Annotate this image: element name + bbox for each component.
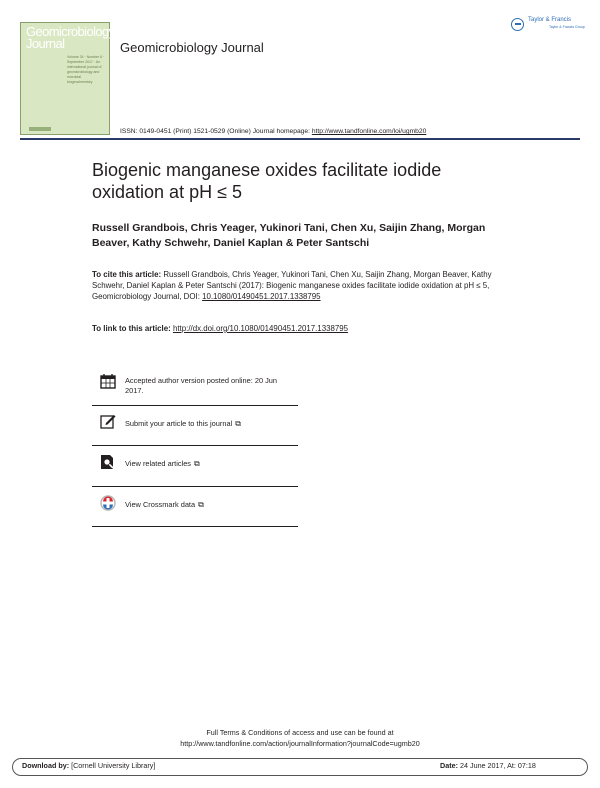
related-articles-row[interactable] (92, 453, 298, 475)
search-document-icon (100, 454, 116, 470)
cite-text: Russell Grandbois, Chris Yeager, Yukinori Tani, Chen Xu, Saijin Zhang, Morgan Beaver, Kathy Schwehr, Daniel Kaplan & Peter Santschi (2017): Biogenic manganese oxides facilitate iodide oxidation at pH ≤ 5, Geomicrobiology Journal, DOI: (92, 270, 492, 302)
cover-small-text: Volume 34 · Number 6 · September 2017 · An international journal of geomicrobiology and microbial biogeochemistry (67, 55, 105, 84)
journal-name: Geomicrobiology Journal (120, 40, 264, 55)
issn-line (120, 128, 426, 135)
submit-article-row[interactable] (92, 413, 298, 435)
edit-icon (100, 413, 116, 429)
journal-homepage-link[interactable]: http://www.tandfonline.com/loi/ugmb20 (311, 128, 427, 135)
divider (92, 445, 298, 446)
article-authors: Russell Grandbois, Chris Yeager, Yukinori Tani, Chen Xu, Saijin Zhang, Morgan Beaver, Kathy Schwehr, Daniel Kaplan & Peter Santschi (92, 222, 486, 249)
article-title: Biogenic manganese oxides facilitate iodide oxidation at pH ≤ 5 (92, 160, 442, 202)
related-articles-link[interactable]: View related articles ⧉ (125, 459, 200, 468)
crossmark-link[interactable]: View Crossmark data ⧉ (125, 500, 204, 509)
download-date: Date: 24 June 2017, At: 07:18 (440, 761, 536, 770)
accepted-version-label: Accepted author version posted online: 20 Jun 2017. (125, 376, 278, 395)
divider (92, 405, 298, 406)
divider (92, 526, 298, 527)
cover-publisher-logo (29, 127, 51, 131)
terms-text: Full Terms & Conditions of access and use can be found at (206, 728, 394, 737)
link-label: To link to this article: (92, 324, 173, 333)
calendar-icon (100, 373, 116, 389)
external-link-icon: ⧉ (235, 419, 241, 428)
terms-footer (100, 727, 500, 749)
doi-link[interactable]: http://dx.doi.org/10.1080/01490451.2017.1338795 (172, 324, 349, 333)
submit-article-link[interactable]: Submit your article to this journal ⧉ (125, 419, 241, 428)
citation-block (92, 269, 502, 302)
terms-link[interactable]: http://www.tandfonline.com/action/journalInformation?journalCode=ugmb20 (180, 739, 420, 748)
publisher-logo[interactable]: Taylor & Francis Taylor & Francis Group (511, 17, 586, 35)
link-block (92, 324, 512, 333)
header-divider (20, 138, 580, 140)
downloaded-by: Download by: [Cornell University Library] (22, 761, 156, 770)
external-link-icon: ⧉ (198, 500, 204, 509)
issn-text: ISSN: 0149-0451 (Print) 1521-0529 (Online) Journal homepage: (120, 128, 312, 135)
cite-doi-link[interactable]: 10.1080/01490451.2017.1338795 (202, 292, 321, 302)
cite-label: To cite this article: (92, 270, 162, 279)
journal-cover[interactable] (20, 22, 115, 135)
crossmark-row[interactable] (92, 494, 298, 516)
divider (92, 486, 298, 487)
crossmark-icon (100, 495, 116, 511)
accepted-version-row (92, 372, 298, 402)
publisher-logo-icon (511, 18, 524, 31)
external-link-icon: ⧉ (194, 459, 200, 468)
cover-title: Geomicrobiology Journal (26, 24, 115, 51)
